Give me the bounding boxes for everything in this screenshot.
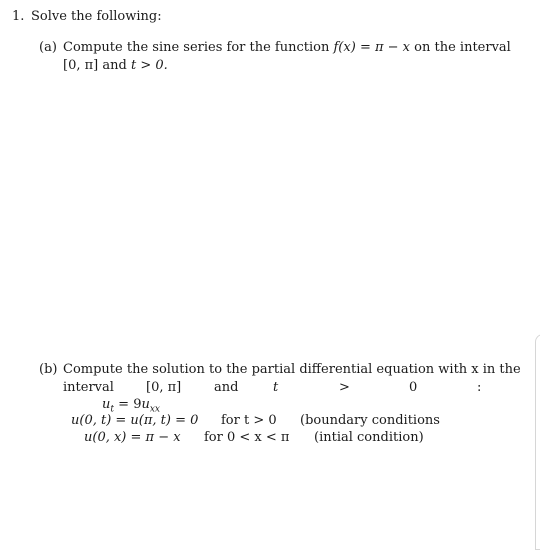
part-a-tail: on the interval xyxy=(414,40,511,55)
part-a-func-lhs: f(x) xyxy=(333,40,356,55)
initial-equation: u(0, x) = π − x xyxy=(84,430,181,445)
initial-condition: for 0 < x < π xyxy=(204,430,290,445)
part-b-gt: > xyxy=(339,380,350,395)
part-a-line1 xyxy=(63,40,511,55)
pde-coeff: 9 xyxy=(133,397,142,412)
part-a-line2 xyxy=(63,58,168,73)
part-a-func-rhs: π − x xyxy=(374,40,411,55)
pde-lhs-u: u xyxy=(102,397,111,412)
part-a-func-eq: = xyxy=(359,40,371,55)
problem-intro: Solve the following: xyxy=(31,9,162,24)
part-a-interval: [0, π] xyxy=(63,58,99,73)
part-b-line1: Compute the solution to the partial differential equation with x in the xyxy=(63,362,521,377)
part-a-condition: t > 0. xyxy=(130,58,168,73)
part-b-zero: 0 xyxy=(409,380,418,395)
part-b-interval: [0, π] xyxy=(146,380,182,395)
part-a-text: Compute the sine series for the function xyxy=(63,40,330,55)
part-b-and: and xyxy=(214,380,239,395)
part-a-and: and xyxy=(102,58,127,73)
pde-rhs-sub: xx xyxy=(149,404,160,415)
boundary-condition: for t > 0 xyxy=(221,413,277,428)
part-b-t: t xyxy=(273,380,279,395)
part-b-label: (b) xyxy=(39,362,58,377)
side-panel-edge xyxy=(535,334,540,550)
problem-number: 1. xyxy=(12,9,25,24)
pde-rhs-u: u xyxy=(141,397,150,412)
boundary-equation: u(0, t) = u(π, t) = 0 xyxy=(71,413,199,428)
pde-equation xyxy=(102,397,160,415)
boundary-note: (boundary conditions xyxy=(300,413,440,428)
part-b-colon: : xyxy=(477,380,482,395)
part-a-label: (a) xyxy=(39,40,57,55)
initial-note: (intial condition) xyxy=(314,430,424,445)
part-b-interval-word: interval xyxy=(63,380,114,395)
pde-lhs-sub: t xyxy=(110,404,114,415)
pde-equals: = xyxy=(118,397,130,412)
